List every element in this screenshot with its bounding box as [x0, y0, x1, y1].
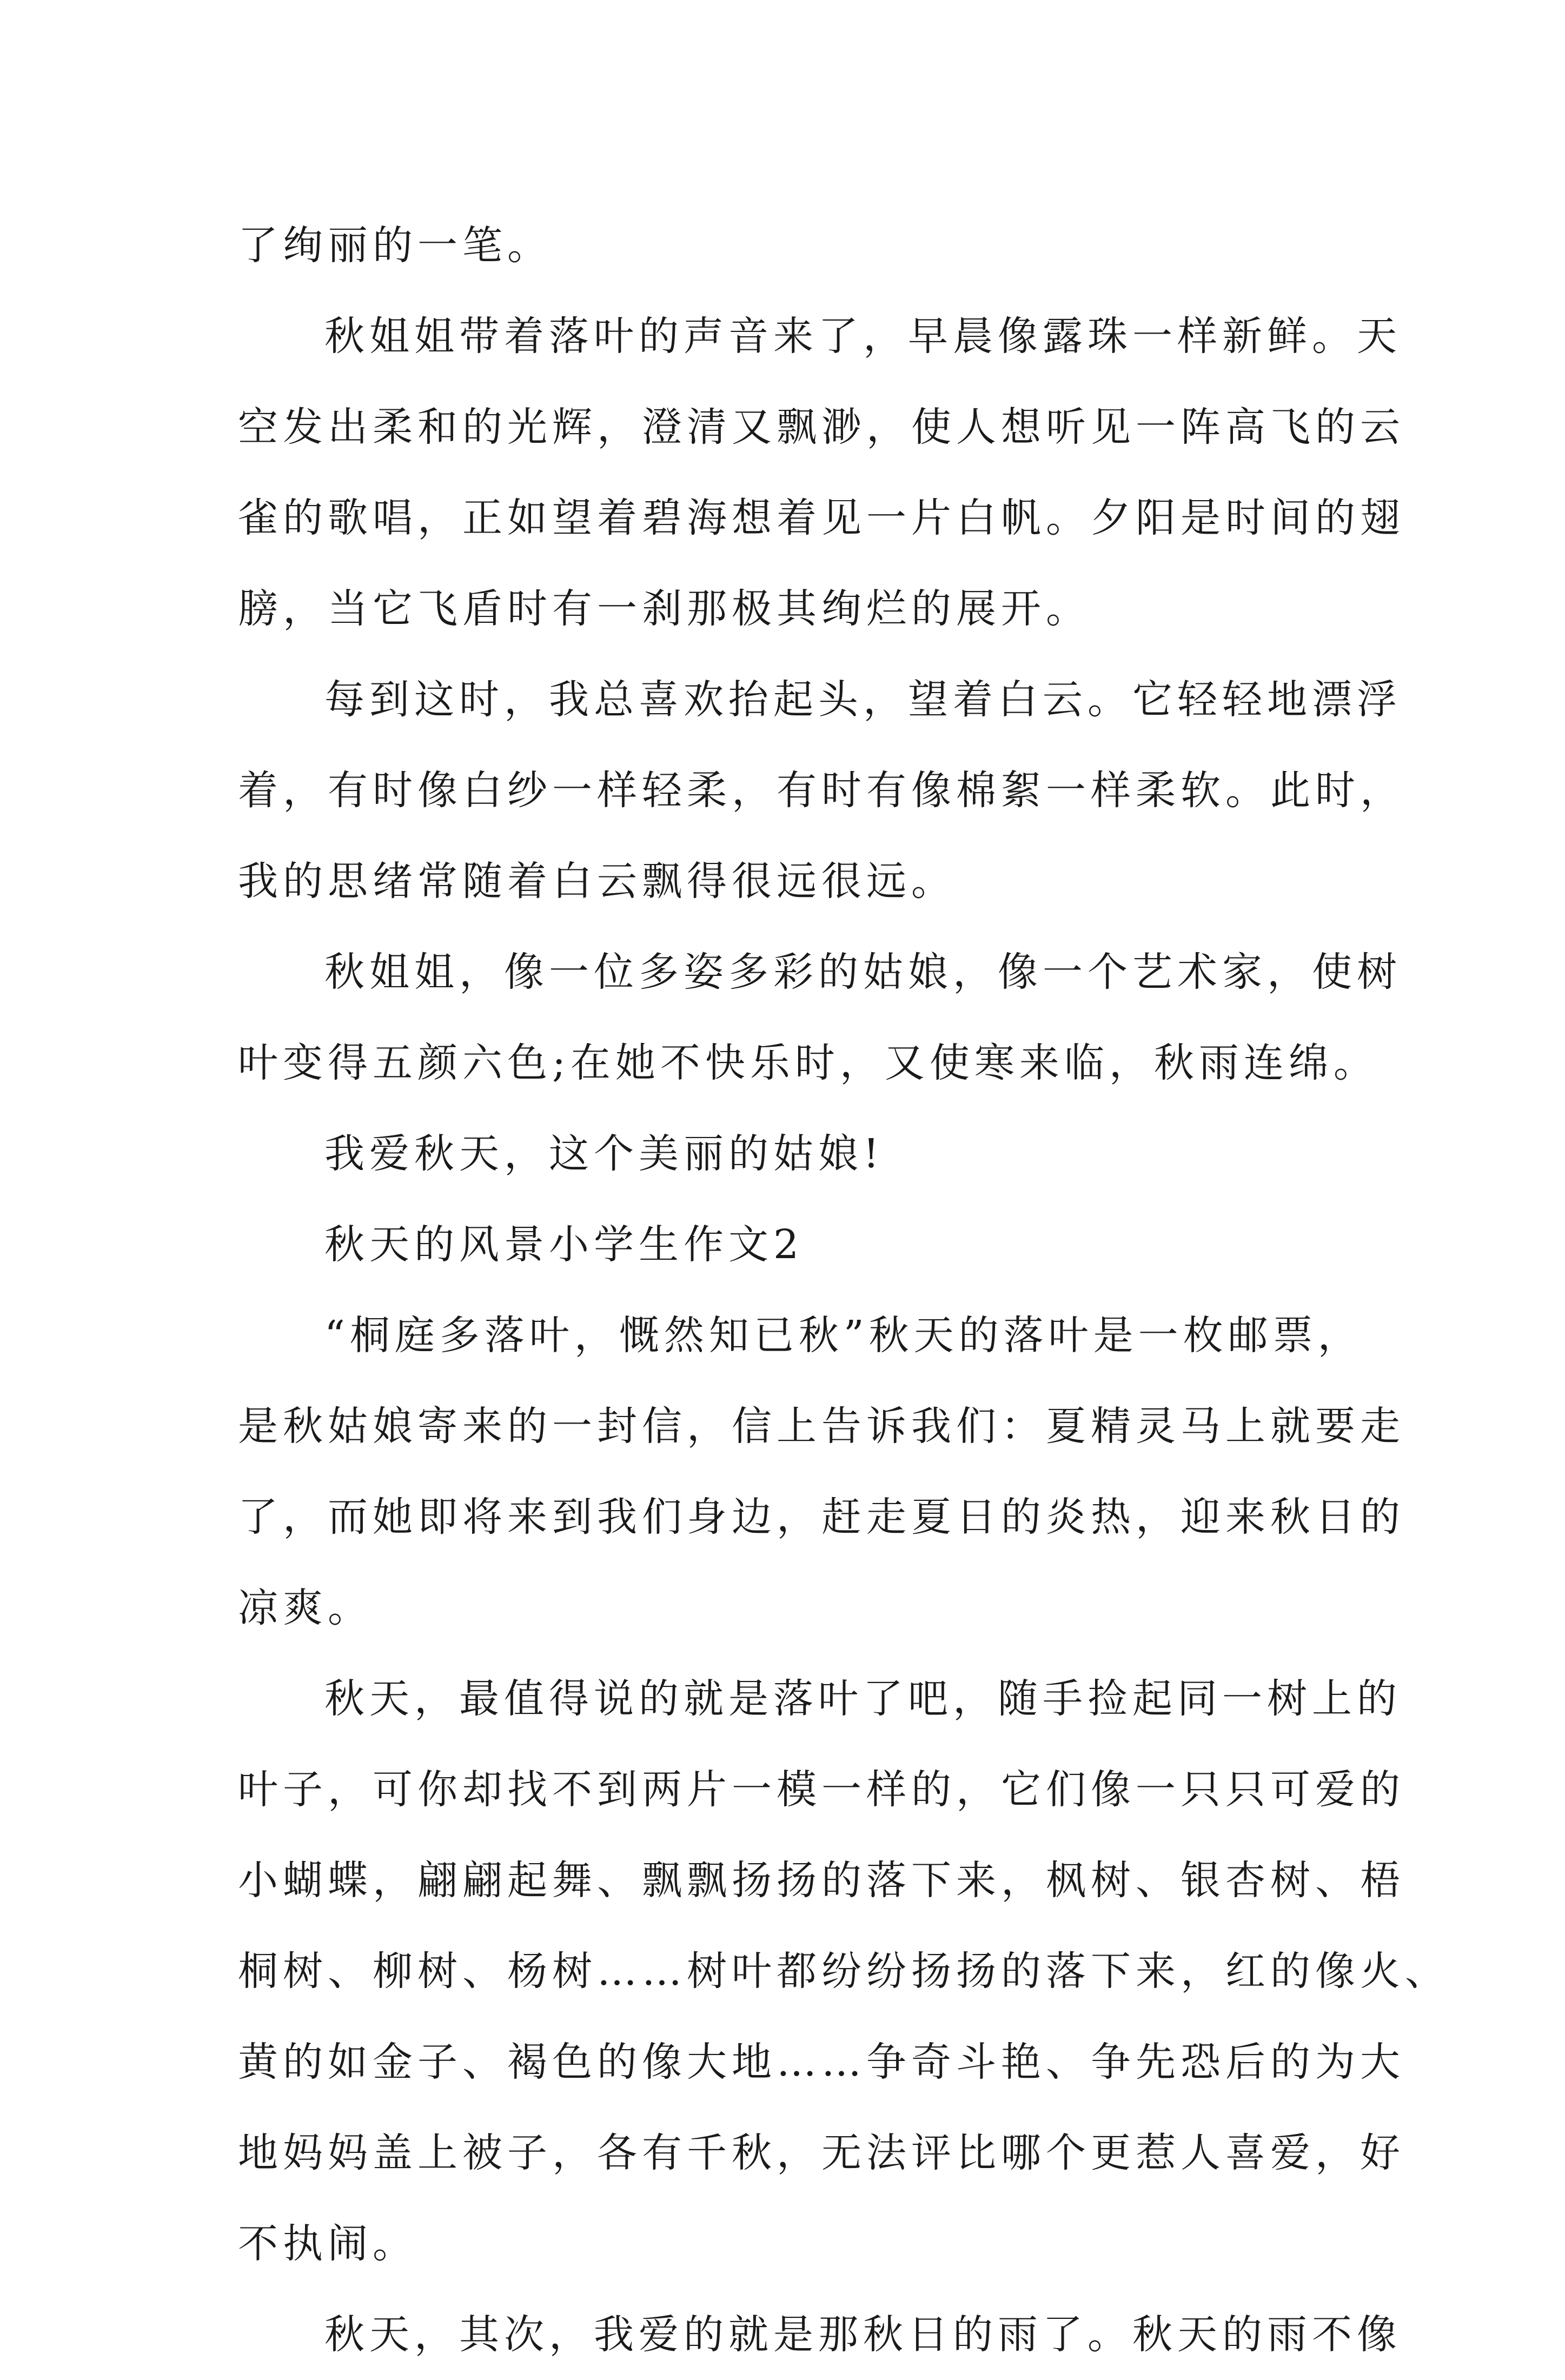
- text-line: 桐树、柳树、杨树……树叶都纷纷扬扬的落下来，红的像火、: [238, 1948, 1450, 1995]
- text-line: 是秋姑娘寄来的一封信，信上告诉我们：夏精灵马上就要走: [238, 1403, 1405, 1450]
- section-heading: 秋天的风景小学生作文2: [324, 1221, 804, 1268]
- text-line: 了，而她即将来到我们身边，赶走夏日的炎热，迎来秋日的: [238, 1494, 1405, 1540]
- paragraph-start-line: 秋姐姐，像一位多姿多彩的姑娘，像一个艺术家，使树: [324, 949, 1402, 995]
- paragraph-start-line: “桐庭多落叶，慨然知已秋”秋天的落叶是一枚邮票，: [324, 1312, 1363, 1359]
- text-line: 我的思绪常随着白云飘得很远很远。: [238, 858, 956, 905]
- text-line: 地妈妈盖上被子，各有千秋，无法评比哪个更惹人喜爱，好: [238, 2130, 1405, 2176]
- essay-body: [238, 200, 1450, 2380]
- text-line: 叶变得五颜六色;在她不快乐时，又使寒来临，秋雨连绵。: [238, 1040, 1378, 1086]
- paragraph-start-line: 我爱秋天，这个美丽的姑娘!: [324, 1131, 884, 1177]
- paragraph-start-line: 每到这时，我总喜欢抬起头，望着白云。它轻轻地漂浮: [324, 676, 1402, 723]
- paragraph-start-line: 秋天，其次，我爱的就是那秋日的雨了。秋天的雨不像: [324, 2311, 1402, 2358]
- text-line: 不执闹。: [238, 2221, 417, 2267]
- text-line: 着，有时像白纱一样轻柔，有时有像棉絮一样柔软。此时，: [238, 767, 1405, 814]
- text-line: 了绚丽的一笔。: [238, 222, 552, 269]
- text-line: 空发出柔和的光辉，澄清又飘渺，使人想听见一阵高飞的云: [238, 404, 1405, 450]
- text-line: 小蝴蝶，翩翩起舞、飘飘扬扬的落下来，枫树、银杏树、梧: [238, 1857, 1405, 1904]
- paragraph-start-line: 秋姐姐带着落叶的声音来了，早晨像露珠一样新鲜。天: [324, 313, 1402, 360]
- text-line: 叶子，可你却找不到两片一模一样的，它们像一只只可爱的: [238, 1766, 1405, 1813]
- text-line: 膀，当它飞盾时有一刹那极其绚烂的展开。: [238, 586, 1091, 632]
- text-line: 凉爽。: [238, 1585, 373, 1631]
- paragraph-start-line: 秋天，最值得说的就是落叶了吧，随手捡起同一树上的: [324, 1676, 1402, 1722]
- text-line: 雀的歌唱，正如望着碧海想着见一片白帆。夕阳是时间的翅: [238, 495, 1405, 541]
- text-line: 黄的如金子、褐色的像大地……争奇斗艳、争先恐后的为大: [238, 2039, 1405, 2085]
